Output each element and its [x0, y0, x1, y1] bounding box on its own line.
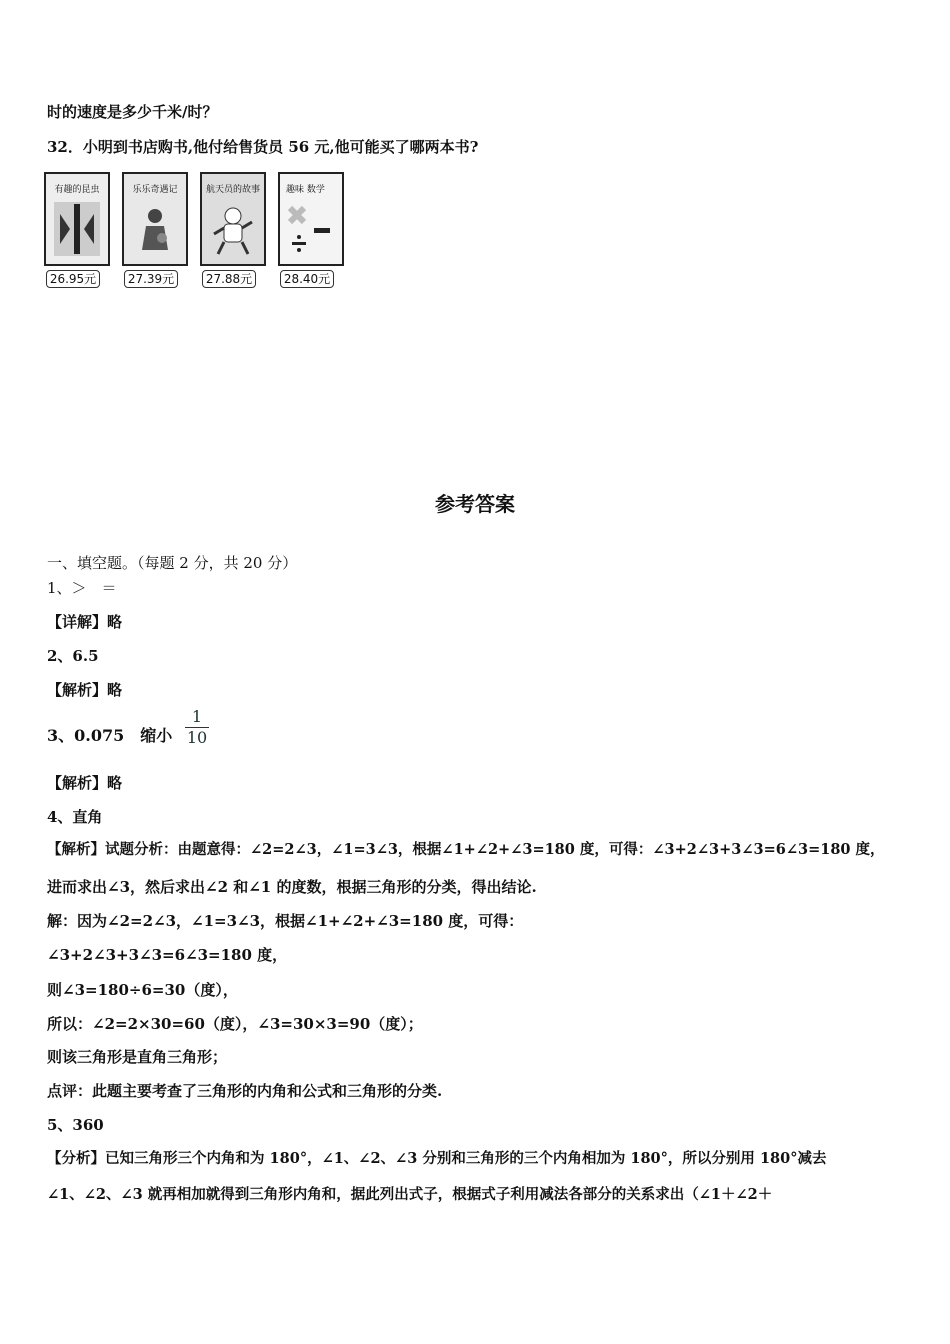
child-illustration-icon: [124, 174, 186, 264]
answer-4-line: 解：因为∠2=2∠3，∠1=3∠3，根据∠1+∠2+∠3=180 度，可得：: [47, 912, 524, 930]
answer-3-note: 【解析】略: [47, 774, 123, 792]
book-cover-astronaut: [200, 172, 266, 266]
answers-title: 参考答案: [435, 492, 515, 516]
question-31-tail: 时的速度是多少千米/时？: [47, 103, 218, 121]
book-cover-math: [278, 172, 344, 266]
answer-5-line: 【分析】已知三角形三个内角和为 180°，∠1、∠2、∠3 分别和三角形的三个内角相加为 180°，所以分别用 180°减去: [47, 1150, 827, 1167]
book-title: 航天员的故事: [205, 185, 260, 195]
answer-4-line: 所以：∠2=2×30=60（度），∠3=30×3=90（度）；: [47, 1015, 423, 1033]
question-32: 32．小明到书店购书,他付给售货员 56 元,他可能买了哪两本书?: [47, 138, 479, 156]
book-price: 26.95元: [46, 270, 100, 288]
book-title: 乐乐奇遇记: [132, 185, 178, 195]
answer-3-fraction: [185, 708, 209, 747]
insect-illustration-icon: [46, 174, 108, 264]
book-insects: [44, 172, 108, 296]
answer-4-line: 则该三角形是直角三角形；: [47, 1048, 228, 1066]
answer-5-line: ∠1、∠2、∠3 就再相加就得到三角形内角和，据此列出式子，根据式子利用减法各部分的关系求出（∠1＋∠2＋: [47, 1186, 773, 1203]
book-math: [278, 172, 342, 296]
fraction-numerator: 1: [191, 707, 203, 726]
math-symbols-icon: [280, 174, 342, 264]
astronaut-illustration-icon: [202, 174, 264, 264]
book-adventure: [122, 172, 186, 296]
answer-5: 5、360: [47, 1116, 104, 1134]
book-price: 28.40元: [280, 270, 334, 288]
section-one-heading: 一、填空题。（每题 2 分，共 20 分）: [47, 554, 298, 572]
fraction-denominator: 10: [186, 728, 208, 747]
answer-4-line: 则∠3=180÷6=30（度），: [47, 981, 238, 999]
book-price: 27.88元: [202, 270, 256, 288]
answer-4-line: ∠3+2∠3+3∠3=6∠3=180 度，: [47, 946, 288, 964]
answer-1-note: 【详解】略: [47, 613, 123, 631]
answer-2: 2、6.5: [47, 647, 99, 665]
answer-3: 3、0.075 缩小: [47, 726, 173, 745]
answer-4-line: 点评：此题主要考查了三角形的内角和公式和三角形的分类.: [47, 1082, 443, 1100]
book-cover-insects: [44, 172, 110, 266]
answer-4-line: 进而求出∠3，然后求出∠2 和∠1 的度数，根据三角形的分类，得出结论.: [47, 878, 537, 896]
book-title: 有趣的昆虫: [54, 185, 100, 195]
book-astronaut: [200, 172, 264, 296]
answer-1: 1、＞ ＝: [47, 579, 117, 597]
book-title: 趣味 数学: [286, 185, 325, 195]
answer-4-line: 【解析】试题分析：由题意得：∠2=2∠3，∠1=3∠3，根据∠1+∠2+∠3=180 度，可得：∠3+2∠3+3∠3=6∠3=180 度，: [47, 841, 885, 858]
book-price: 27.39元: [124, 270, 178, 288]
answer-4: 4、直角: [47, 808, 103, 826]
answer-2-note: 【解析】略: [47, 681, 123, 699]
book-images: [44, 172, 344, 296]
book-cover-adventure: [122, 172, 188, 266]
